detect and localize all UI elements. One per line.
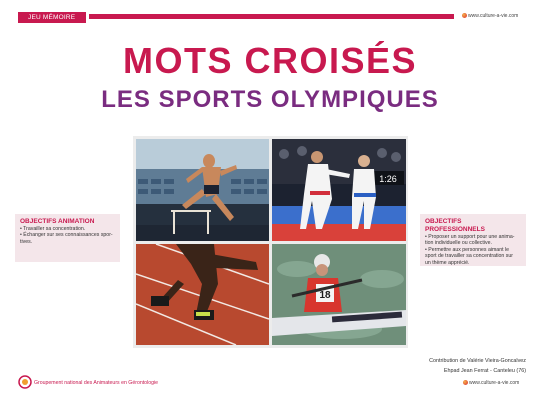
- footer-organisation: Groupement national des Animateurs en Gérontologie: [34, 380, 159, 386]
- objective-item: tion individuelle ou collective.: [425, 240, 492, 247]
- contribution-place: Ehpad Jean Ferrat - Canteleu (76): [443, 368, 526, 374]
- objective-item: tives.: [20, 238, 33, 245]
- contribution-author: Contribution de Valérie Vieira-Goncalvez: [429, 358, 526, 364]
- footer-url-text: www.culture-a-vie.com: [469, 380, 520, 386]
- section-label: JEU MÉMOIRE: [18, 12, 86, 23]
- footer-url[interactable]: [463, 380, 519, 386]
- culture-logo-icon: [463, 380, 468, 385]
- objectives-professionnels-title: OBJECTIFS PROFESSIONNELS: [425, 218, 485, 233]
- objective-item: • Permettre aux personnes aimant le: [425, 246, 509, 253]
- canoe-bib-number: 18: [319, 290, 331, 301]
- objective-item: • Proposer un support pour une anima-: [425, 234, 515, 240]
- objectives-animation-title: OBJECTIFS ANIMATION: [20, 218, 95, 225]
- objective-item: un thème apprécié.: [425, 259, 470, 266]
- gag-logo-icon: [18, 375, 32, 389]
- header-rule: [89, 14, 454, 19]
- header-url[interactable]: [462, 12, 518, 21]
- photo-karate: [272, 139, 406, 241]
- photo-canoe: [272, 244, 406, 345]
- culture-logo-icon: [462, 13, 467, 18]
- page-subtitle: LES SPORTS OLYMPIQUES: [101, 86, 439, 113]
- objective-item: • Échanger sur ses connaissances spor-: [20, 232, 113, 239]
- photo-hurdler: [136, 139, 269, 241]
- objectives-animation-box: [15, 214, 120, 262]
- karate-scoreboard: 1:26: [379, 174, 397, 184]
- objective-item: • Travailler sa concentration.: [20, 226, 86, 232]
- objectives-professionnels-box: [420, 214, 526, 266]
- contribution-credit: [429, 356, 526, 376]
- objective-item: sport de travailler sa concentration sur: [425, 253, 513, 260]
- header-url-text: www.culture-a-vie.com: [468, 13, 519, 19]
- photo-sprinter: [136, 244, 269, 345]
- page-title: MOTS CROISÉS: [122, 40, 418, 81]
